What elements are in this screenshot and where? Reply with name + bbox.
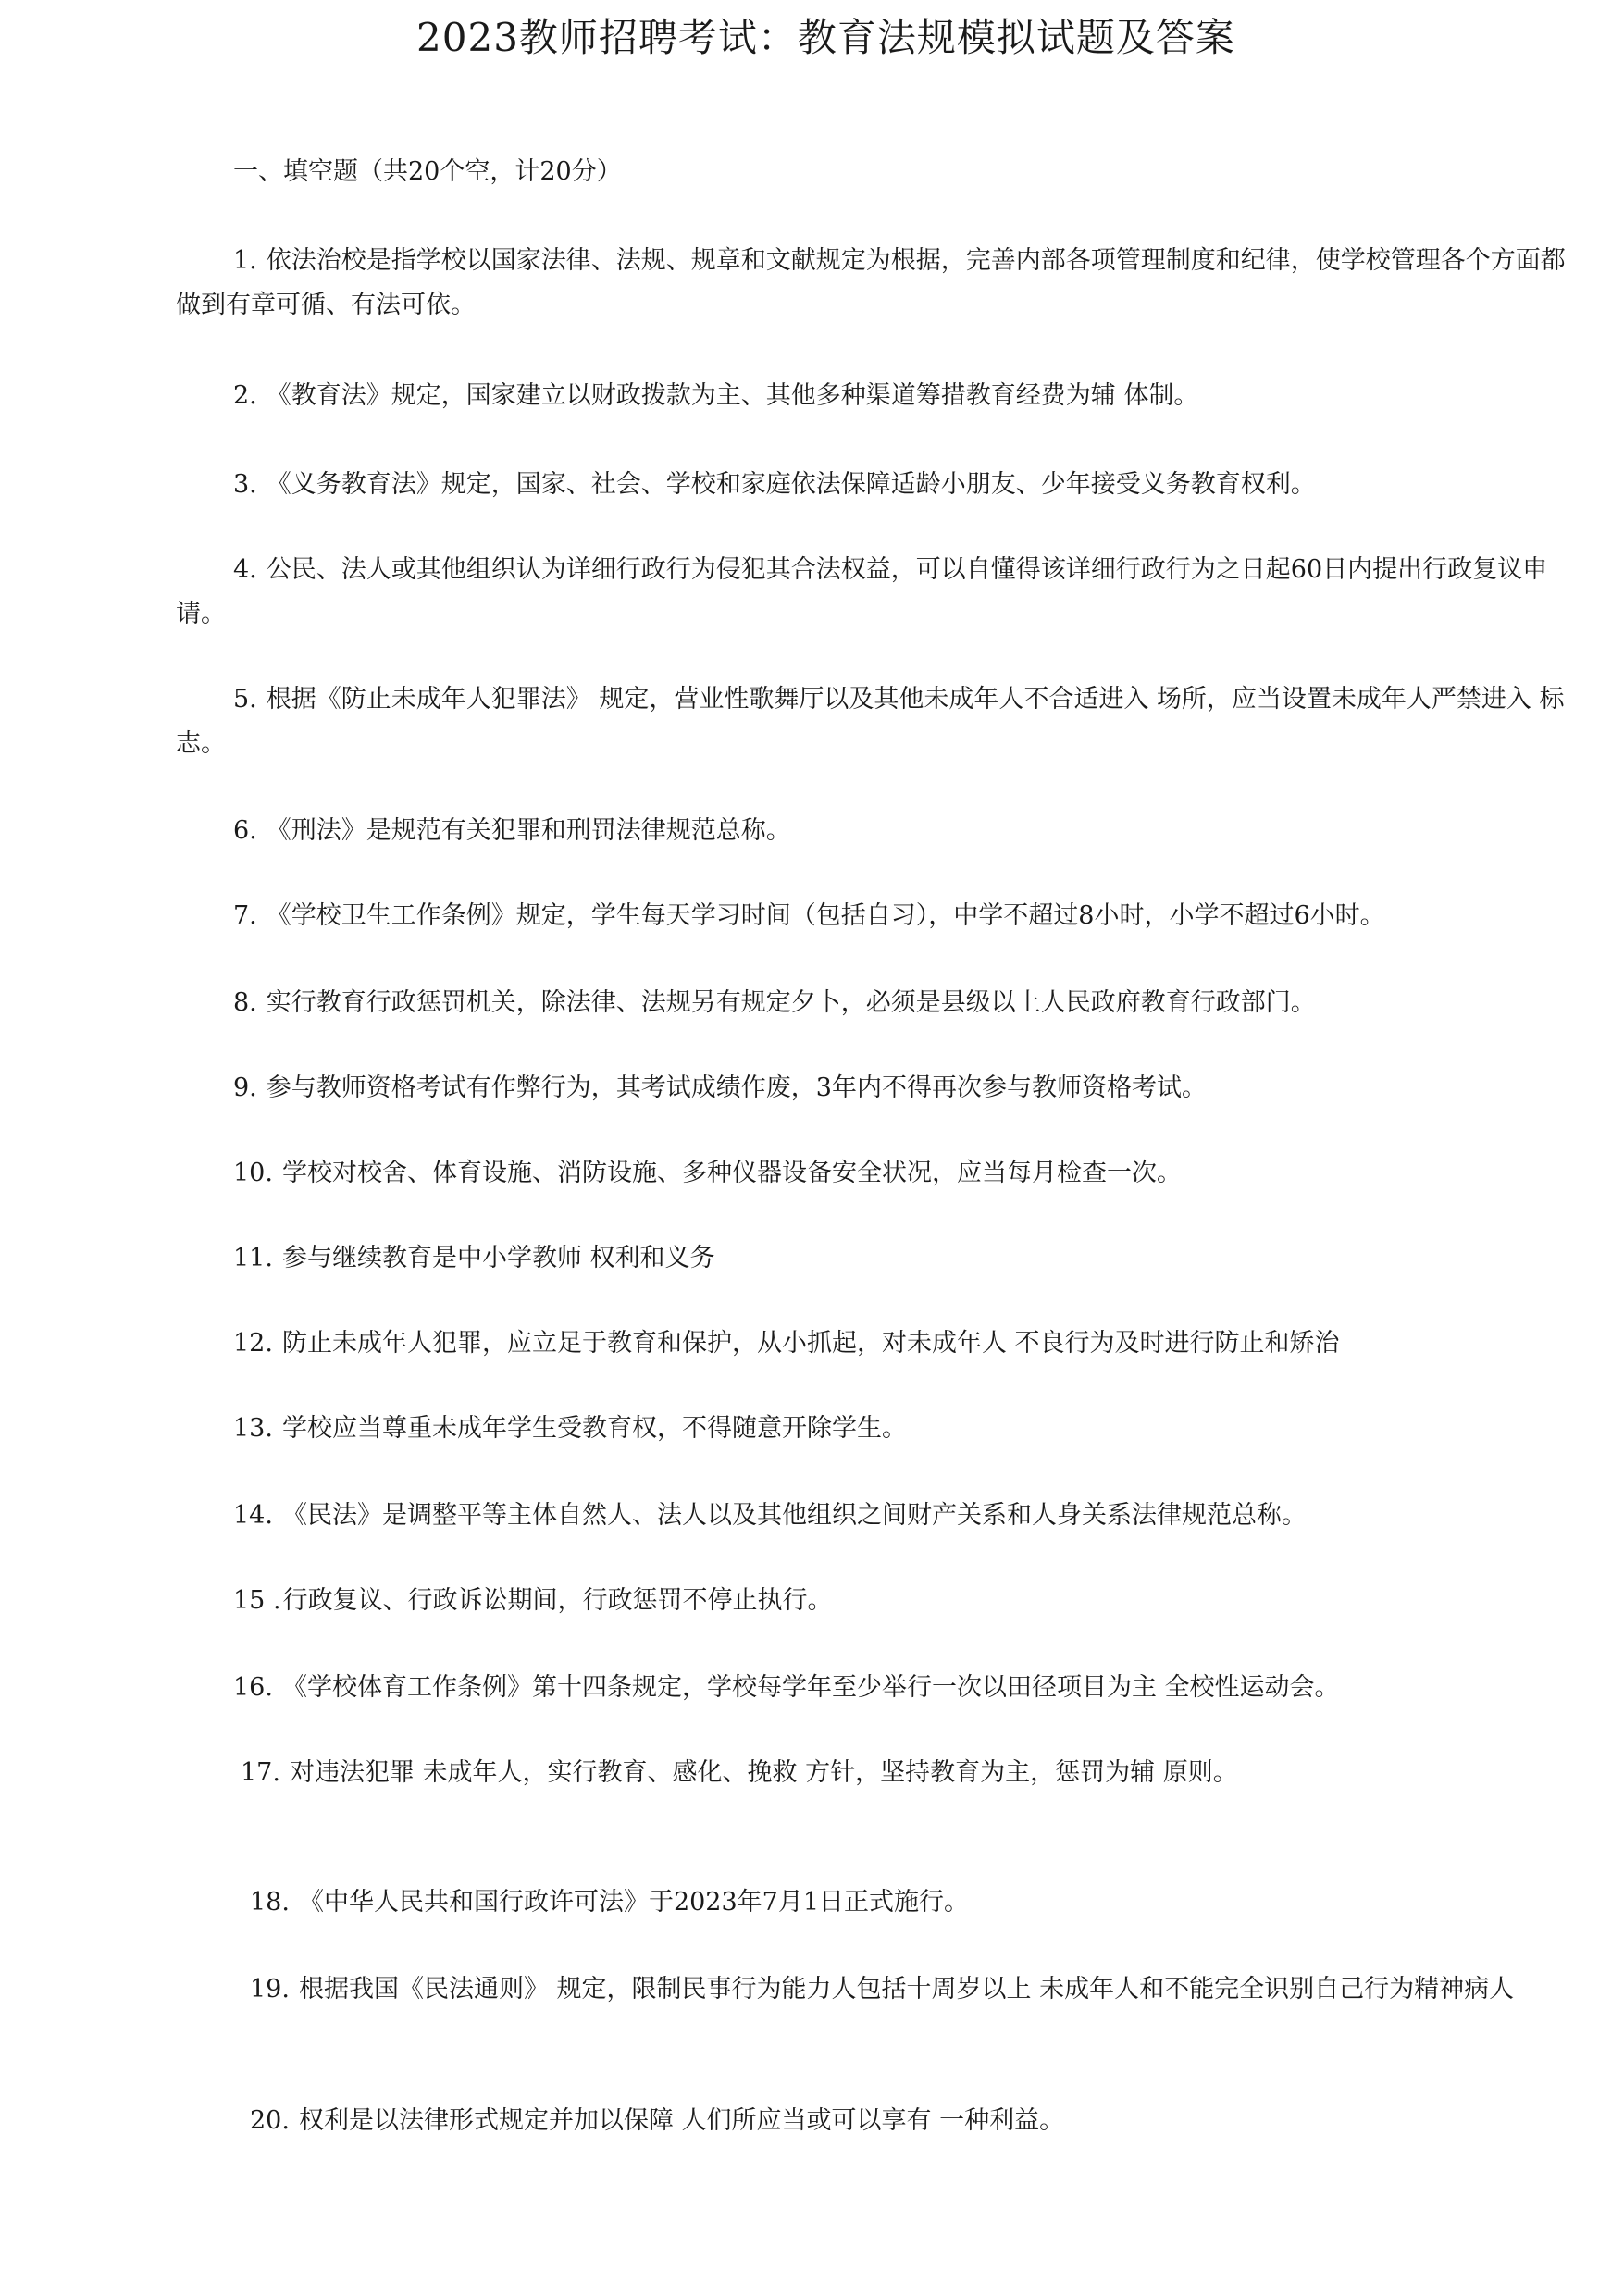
question-text: 《刑法》是规范有关犯罪和刑罚法律规范总称。: [266, 816, 791, 845]
question-text: 根据《防止未成年人犯罪法》 规定，营业性歌舞厅以及其他未成年人不合适进入 场所，应当设置未成年人严禁进入 标志。: [176, 685, 1565, 758]
question-2: [176, 374, 1587, 418]
question-17: [176, 1751, 1360, 1795]
question-number: 9.: [233, 1073, 257, 1102]
question-11: [176, 1236, 1587, 1281]
question-number: 20.: [250, 2106, 290, 2135]
question-20: [176, 2099, 1587, 2143]
question-number: 15 .: [233, 1586, 281, 1615]
question-number: 18.: [250, 1888, 290, 1917]
question-6: [176, 809, 1587, 853]
question-number: 4.: [233, 555, 257, 584]
question-text: 《教育法》规定，国家建立以财政拨款为主、其他多种渠道筹措教育经费为辅 体制。: [266, 381, 1199, 410]
question-number: 12.: [233, 1329, 273, 1358]
question-text: 权利是以法律形式规定并加以保障 人们所应当或可以享有 一种利益。: [298, 2106, 1065, 2135]
question-13: [176, 1407, 1587, 1451]
question-1: [176, 239, 1587, 328]
question-number: 2.: [233, 381, 257, 410]
question-number: 1.: [233, 246, 257, 275]
question-text: 依法治校是指学校以国家法律、法规、规章和文献规定为根据，完善内部各项管理制度和纪律，使学校管理各个方面都做到有章可循、有法可依。: [176, 246, 1566, 319]
question-text: 公民、法人或其他组织认为详细行政行为侵犯其合法权益，可以自懂得该详细行政行为之日起60日内提出行政复议申请。: [176, 555, 1548, 628]
question-text: 《学校体育工作条例》第十四条规定，学校每学年至少举行一次以田径项目为主 全校性运动会。: [281, 1673, 1340, 1702]
question-text: 《民法》是调整平等主体自然人、法人以及其他组织之间财产关系和人身关系法律规范总称。: [281, 1501, 1307, 1530]
question-number: 14.: [233, 1501, 273, 1530]
document-title: 2023教师招聘考试：教育法规模拟试题及答案: [416, 15, 1235, 60]
question-19: [189, 1967, 1587, 2012]
question-text: 根据我国《民法通则》 规定，限制民事行为能力人包括十周岁以上 未成年人和不能完全识别自己行为精神病人: [298, 1975, 1515, 2003]
question-text: 实行教育行政惩罚机关，除法律、法规另有规定夕卜，必须是县级以上人民政府教育行政部门。: [266, 988, 1316, 1017]
question-text: 《义务教育法》规定，国家、社会、学校和家庭依法保障适龄小朋友、少年接受义务教育权利。: [266, 470, 1316, 499]
question-12: [176, 1321, 1587, 1366]
question-10: [176, 1151, 1587, 1196]
question-number: 16.: [233, 1673, 273, 1702]
question-text: 行政复议、行政诉讼期间，行政惩罚不停止执行。: [282, 1586, 833, 1615]
question-3: [176, 463, 1587, 507]
question-text: 《中华人民共和国行政许可法》于2023年7月1日正式施行。: [298, 1888, 970, 1917]
question-18: [176, 1880, 1587, 1925]
question-number: 6.: [233, 816, 257, 845]
question-number: 10.: [233, 1159, 273, 1187]
question-14: [176, 1494, 1587, 1538]
question-text: 对违法犯罪 未成年人，实行教育、感化、挽救 方针，坚持教育为主，惩罚为辅 原则。: [289, 1758, 1238, 1787]
question-number: 17.: [241, 1758, 280, 1787]
question-number: 19.: [250, 1975, 290, 2003]
question-text: 参与继续教育是中小学教师 权利和义务: [281, 1244, 715, 1272]
question-text: 《学校卫生工作条例》规定，学生每天学习时间（包括自习），中学不超过8小时，小学不超过6小时。: [266, 901, 1385, 930]
question-number: 5.: [233, 685, 257, 713]
section-heading: 一、填空题（共20个空，计20分）: [233, 157, 622, 186]
question-7: [176, 894, 1587, 938]
question-text: 参与教师资格考试有作弊行为，其考试成绩作废，3年内不得再次参与教师资格考试。: [266, 1073, 1207, 1102]
question-number: 8.: [233, 988, 257, 1017]
question-16: [176, 1666, 1587, 1710]
question-number: 11.: [233, 1244, 273, 1272]
question-4: [176, 548, 1587, 637]
question-8: [176, 981, 1587, 1025]
question-text: 学校对校舍、体育设施、消防设施、多种仪器设备安全状况，应当每月检查一次。: [281, 1159, 1182, 1187]
question-15: [176, 1579, 1587, 1623]
question-text: 学校应当尊重未成年学生受教育权，不得随意开除学生。: [281, 1414, 907, 1443]
question-number: 7.: [233, 901, 257, 930]
question-number: 13.: [233, 1414, 273, 1443]
question-9: [176, 1066, 1587, 1110]
question-text: 防止未成年人犯罪，应立足于教育和保护，从小抓起，对未成年人 不良行为及时进行防止和矫治: [281, 1329, 1340, 1358]
question-number: 3.: [233, 470, 257, 499]
question-5: [176, 677, 1587, 766]
